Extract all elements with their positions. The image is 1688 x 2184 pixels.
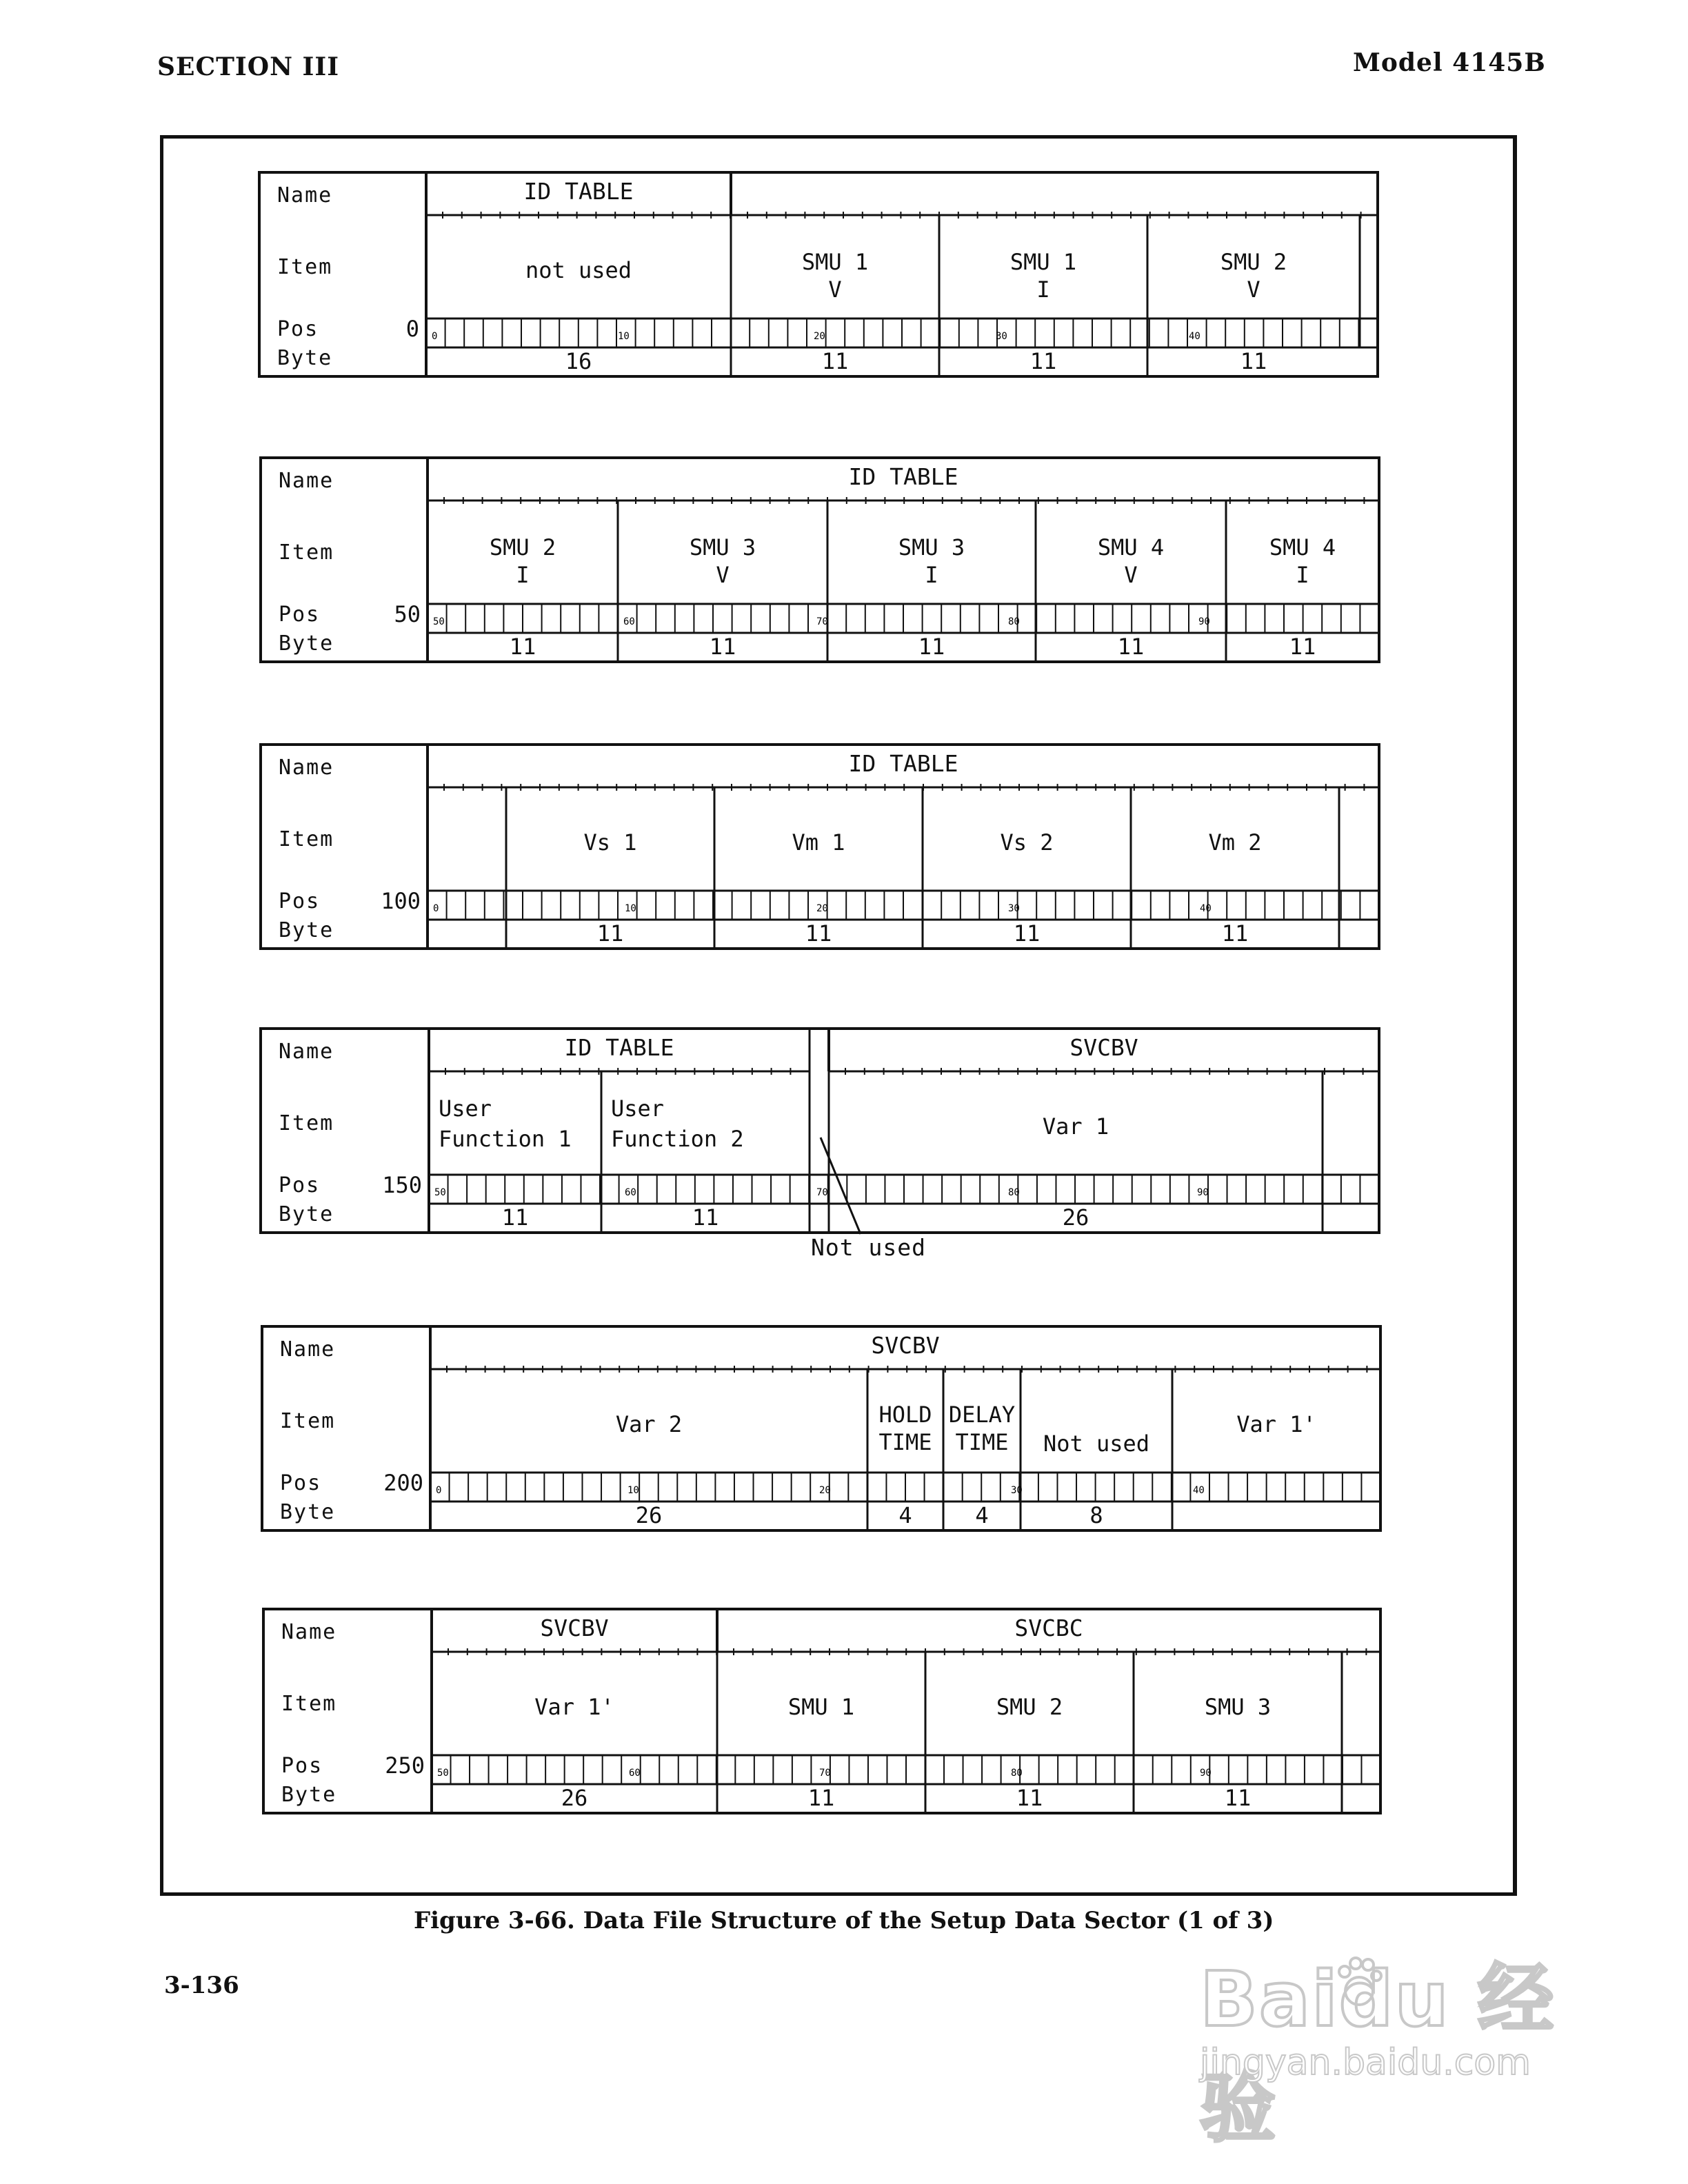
data-structure-diagram (0, 743, 1688, 950)
data-structure-diagram (0, 1325, 1688, 1532)
item-field: Not used (1043, 1430, 1150, 1457)
byte-count: 11 (709, 634, 736, 660)
item-field: Var 1 (1042, 1113, 1109, 1140)
pos-start-value: 100 (381, 888, 421, 914)
pos-mark-label: 60 (623, 616, 635, 627)
pos-mark-label: 30 (1008, 903, 1020, 914)
diagram-grid (0, 1027, 1688, 1234)
pos-mark-label: 80 (1008, 1187, 1020, 1198)
row-label-pos: Pos (279, 1173, 321, 1197)
byte-count: 11 (509, 634, 536, 660)
row-label-name: Name (281, 1620, 337, 1644)
item-field: SMU 1 I (1009, 249, 1077, 303)
item-field: SMU 3 V (689, 534, 756, 588)
row-label-byte: Byte (280, 1500, 336, 1524)
watermark-url: jingyan.baidu.com (1200, 2042, 1531, 2083)
row-label-item: Item (279, 827, 334, 851)
byte-count: 11 (1224, 1785, 1252, 1811)
pos-start-value: 150 (382, 1172, 422, 1198)
pos-mark-label: 20 (814, 331, 825, 342)
diagram-grid (0, 456, 1688, 663)
pos-mark-label: 50 (437, 1768, 449, 1779)
row-label-name: Name (279, 756, 334, 780)
byte-count: 11 (1117, 634, 1145, 660)
byte-count: 11 (918, 634, 945, 660)
group-title: ID TABLE (523, 178, 634, 205)
pos-mark-label: 0 (432, 331, 438, 342)
row-label-name: Name (277, 183, 333, 208)
model-header: Model 4145B (1353, 48, 1546, 77)
pos-mark-label: 10 (625, 903, 636, 914)
row-label-byte: Byte (281, 1783, 337, 1807)
byte-count: 11 (1029, 348, 1057, 374)
item-field: Vs 1 (583, 829, 637, 856)
item-field: SMU 2 I (489, 534, 556, 588)
item-field: User Function 1 (439, 1095, 572, 1152)
pos-mark-label: 80 (1008, 616, 1020, 627)
pos-mark-label: 70 (816, 616, 828, 627)
group-title: SVCBV (871, 1332, 940, 1359)
row-label-name: Name (279, 469, 334, 493)
byte-count: 11 (807, 1785, 835, 1811)
item-field: SMU 4 V (1097, 534, 1165, 588)
byte-count: 11 (501, 1204, 529, 1231)
diagram-grid (0, 1325, 1688, 1532)
pos-mark-label: 90 (1200, 1768, 1212, 1779)
byte-count: 11 (1240, 348, 1267, 374)
group-title: SVCBC (1014, 1615, 1083, 1641)
item-field: SMU 1 V (801, 249, 869, 303)
item-field: SMU 1 (787, 1694, 855, 1720)
byte-count: 26 (635, 1502, 663, 1528)
item-field: HOLD TIME (878, 1402, 932, 1455)
section-header: SECTION III (157, 52, 340, 81)
data-structure-diagram (0, 1608, 1688, 1814)
pos-start-value: 250 (385, 1752, 425, 1779)
byte-count: 11 (692, 1204, 719, 1231)
callout-leader (821, 1138, 861, 1234)
pos-mark-label: 60 (629, 1768, 641, 1779)
group-title: ID TABLE (564, 1034, 674, 1061)
pos-mark-label: 10 (627, 1485, 639, 1496)
pos-mark-label: 20 (819, 1485, 831, 1496)
item-field: SMU 3 (1204, 1694, 1272, 1720)
byte-count: 4 (898, 1502, 912, 1528)
byte-count: 11 (1013, 920, 1041, 947)
pos-mark-label: 40 (1193, 1485, 1205, 1496)
pos-mark-label: 0 (436, 1485, 442, 1496)
row-label-pos: Pos (279, 889, 321, 913)
pos-mark-label: 30 (996, 331, 1007, 342)
pos-mark-label: 40 (1189, 331, 1200, 342)
group-title: ID TABLE (848, 463, 958, 490)
byte-count: 11 (805, 920, 832, 947)
pos-mark-label: 70 (816, 1187, 828, 1198)
row-label-item: Item (279, 1111, 334, 1135)
row-label-byte: Byte (279, 918, 334, 942)
item-field: Var 2 (615, 1411, 683, 1437)
pos-start-value: 50 (394, 601, 421, 627)
byte-count: 11 (1289, 634, 1316, 660)
pos-mark-label: 10 (618, 331, 630, 342)
watermark-brand: Baidu 经验 (1200, 1955, 1556, 2152)
pos-mark-label: 60 (625, 1187, 636, 1198)
item-field: SMU 2 (996, 1694, 1063, 1720)
pos-mark-label: 40 (1200, 903, 1212, 914)
row-label-byte: Byte (279, 1202, 334, 1226)
pos-mark-label: 90 (1198, 616, 1210, 627)
page-number: 3-136 (164, 1972, 239, 1999)
item-field: Var 1' (534, 1694, 614, 1720)
byte-count: 11 (1016, 1785, 1043, 1811)
row-label-item: Item (281, 1692, 337, 1716)
item-field: SMU 4 I (1269, 534, 1336, 588)
item-field: Var 1' (1236, 1411, 1316, 1437)
row-label-pos: Pos (280, 1471, 322, 1495)
pos-mark-label: 20 (816, 903, 828, 914)
pos-mark-label: 50 (433, 616, 445, 627)
byte-count: 11 (821, 348, 849, 374)
byte-count: 11 (1221, 920, 1249, 947)
item-field: SMU 3 I (898, 534, 965, 588)
byte-count: 4 (975, 1502, 989, 1528)
byte-count: 26 (561, 1785, 588, 1811)
byte-count: 11 (596, 920, 624, 947)
row-label-byte: Byte (279, 631, 334, 656)
item-field: Vs 2 (1000, 829, 1054, 856)
row-label-pos: Pos (277, 317, 319, 341)
item-field: Vm 1 (792, 829, 845, 856)
baidu-watermark (1200, 1939, 1586, 2152)
row-label-name: Name (280, 1337, 336, 1362)
row-label-item: Item (279, 540, 334, 565)
data-structure-diagram (0, 456, 1688, 663)
row-label-name: Name (279, 1040, 334, 1064)
pos-mark-label: 30 (1011, 1485, 1023, 1496)
row-label-item: Item (277, 255, 333, 279)
group-title: SVCBV (1069, 1034, 1138, 1061)
item-field: DELAY TIME (948, 1402, 1016, 1455)
pos-mark-label: 90 (1197, 1187, 1209, 1198)
pos-mark-label: 0 (433, 903, 439, 914)
data-structure-diagram (0, 1027, 1688, 1234)
byte-count: 8 (1089, 1502, 1103, 1528)
pos-start-value: 0 (405, 316, 419, 342)
not-used-callout: Not used (811, 1234, 926, 1261)
row-label-item: Item (280, 1409, 336, 1433)
item-field: SMU 2 V (1220, 249, 1287, 303)
paw-logo-icon (1335, 1955, 1383, 2010)
group-title: SVCBV (540, 1615, 609, 1641)
byte-count: 26 (1062, 1204, 1089, 1231)
group-title: ID TABLE (848, 750, 958, 777)
pos-start-value: 200 (383, 1470, 423, 1496)
pos-mark-label: 70 (819, 1768, 831, 1779)
row-label-byte: Byte (277, 346, 333, 370)
item-field: User Function 2 (611, 1095, 744, 1152)
byte-count: 16 (565, 348, 592, 374)
pos-mark-label: 80 (1011, 1768, 1023, 1779)
item-field: not used (525, 257, 632, 283)
item-field: Vm 2 (1208, 829, 1262, 856)
row-label-pos: Pos (281, 1754, 323, 1778)
pos-mark-label: 50 (434, 1187, 446, 1198)
row-label-pos: Pos (279, 603, 321, 627)
figure-caption: Figure 3-66. Data File Structure of the Setup Data Sector (1 of 3) (414, 1907, 1274, 1934)
data-structure-diagram (0, 171, 1688, 378)
